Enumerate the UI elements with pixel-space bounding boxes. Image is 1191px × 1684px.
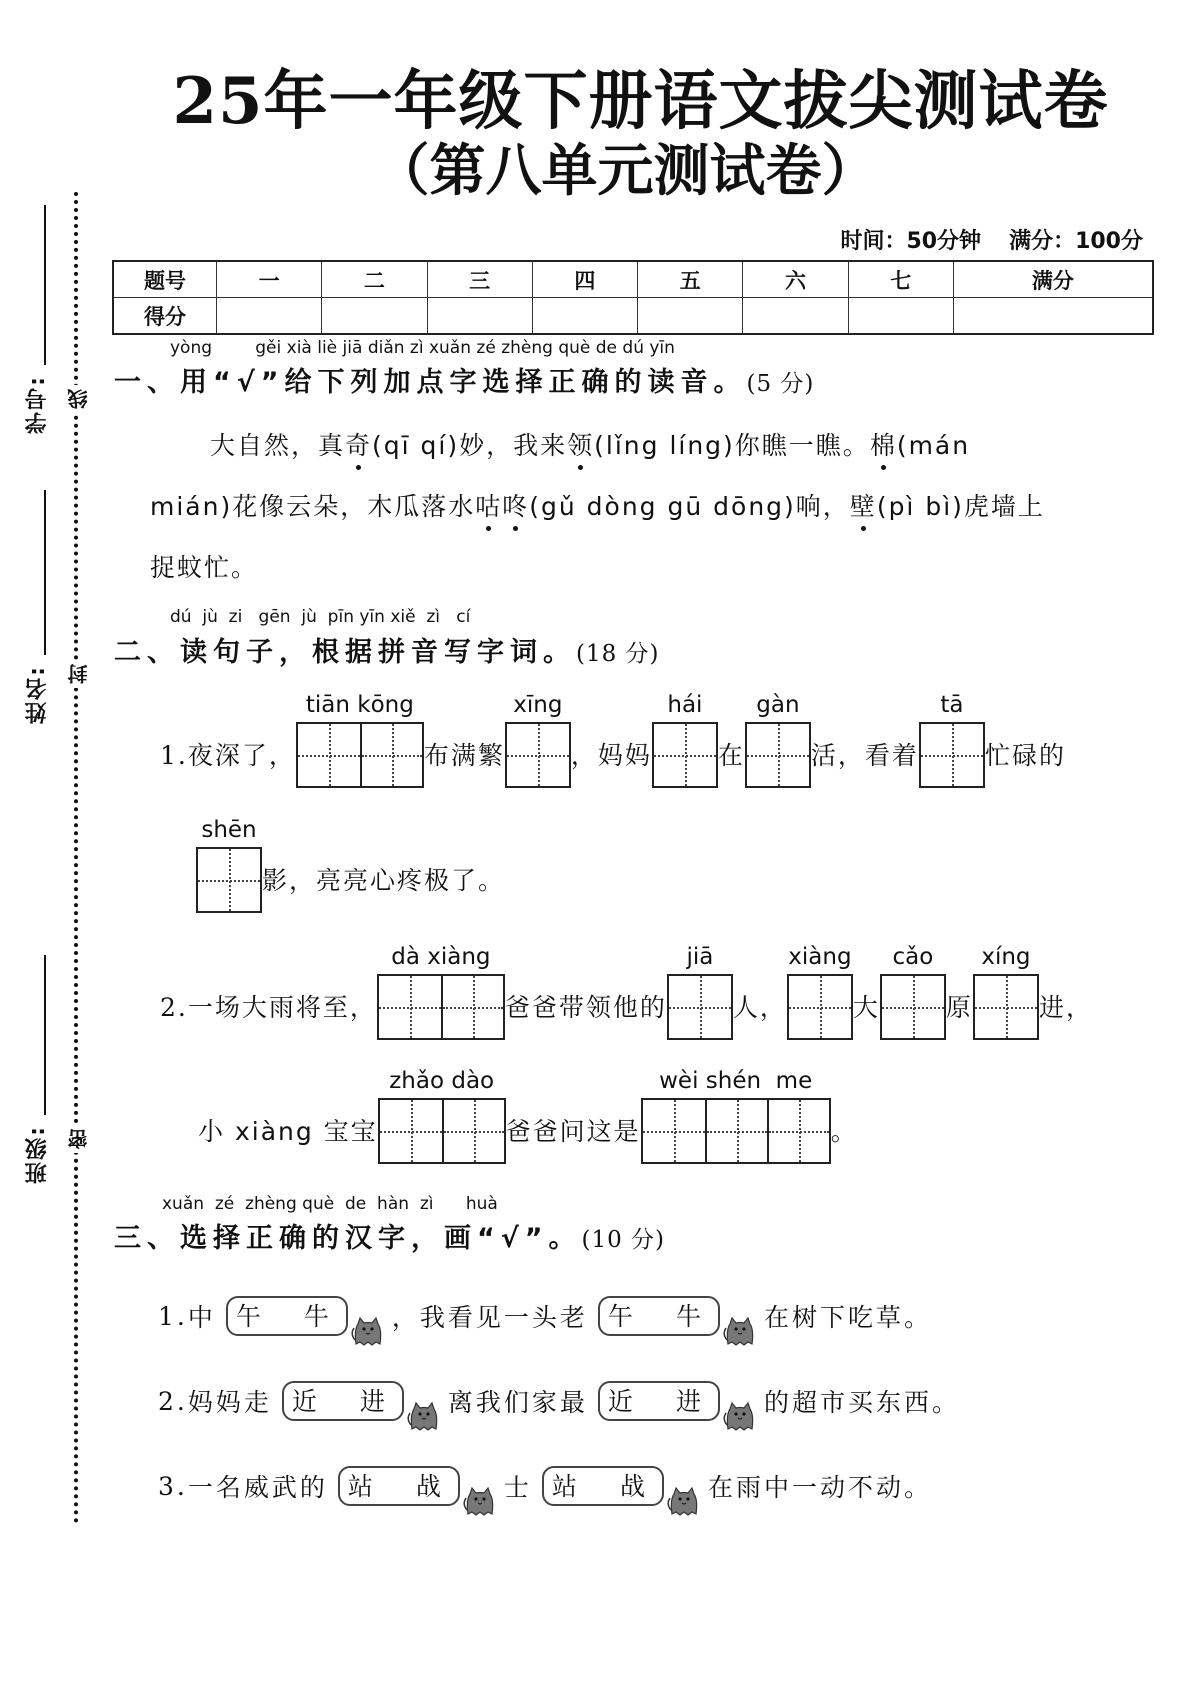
sentence-text: 离我们家最	[447, 1388, 588, 1417]
name-label: 姓名:	[25, 665, 50, 724]
choice-option[interactable]: 站	[347, 1472, 376, 1501]
box-pinyin: gàn	[756, 692, 800, 718]
tianzige-cell[interactable]	[380, 1100, 442, 1162]
pinyin-writing-box-group	[378, 1066, 506, 1164]
score-cell: 六	[743, 261, 848, 298]
box-pinyin: dà xiàng	[391, 944, 491, 970]
tianzige-boxes	[378, 1098, 506, 1164]
text-segment: (qī qí)妙，我来	[372, 431, 568, 460]
seal-char-line: 线	[64, 385, 93, 413]
pinyin-writing-box-group	[196, 815, 262, 913]
tianzige-cell[interactable]	[441, 976, 503, 1038]
tianzige-cell[interactable]	[921, 724, 983, 786]
dotted-char: 领	[567, 431, 595, 460]
sentence-text: 忙碌的	[984, 741, 1066, 770]
tianzige-cell[interactable]	[442, 1100, 504, 1162]
tianzige-cell[interactable]	[198, 849, 260, 911]
section1-line2	[150, 487, 1045, 523]
text-segment: (lǐng líng)你瞧一瞧。	[594, 431, 870, 460]
sentence-text: 夜深了，	[187, 741, 296, 770]
score-table	[112, 260, 1154, 335]
text-segment: (gǔ dòng gū dōng)响，	[529, 492, 850, 521]
sentence-text: 一场大雨将至，	[187, 993, 377, 1022]
tianzige-boxes	[787, 974, 853, 1040]
tianzige-cell[interactable]	[298, 724, 360, 786]
score-input-cell[interactable]	[638, 298, 743, 335]
score-cell: 题号	[113, 261, 217, 298]
box-pinyin: zhǎo dào	[389, 1068, 495, 1094]
pinyin-writing-box-group	[652, 690, 718, 788]
tianzige-boxes	[919, 722, 985, 788]
question-number: 3.	[158, 1471, 188, 1501]
choice-option[interactable]: 近	[607, 1387, 636, 1416]
question2-2-line1	[160, 942, 1093, 1040]
pinyin-writing-box-group	[505, 690, 571, 788]
sentence-text: 在	[717, 741, 745, 770]
name-blank[interactable]	[44, 490, 46, 655]
cat-mascot-icon	[722, 1399, 756, 1433]
box-pinyin: xíng	[981, 944, 1031, 970]
box-pinyin: tiān kōng	[305, 692, 414, 718]
pinyin-writing-box-group	[880, 942, 946, 1040]
score-cell: 七	[848, 261, 953, 298]
score-table-score-row	[113, 298, 1153, 335]
student-id-blank[interactable]	[44, 205, 46, 365]
sentence-text: 爸爸带领他的	[504, 993, 667, 1022]
pinyin-writing-box-group	[787, 942, 853, 1040]
score-input-cell[interactable]	[743, 298, 848, 335]
score-input-cell[interactable]	[532, 298, 637, 335]
choice-option[interactable]: 进	[359, 1387, 388, 1416]
score-input-cell[interactable]	[953, 298, 1153, 335]
tianzige-cell[interactable]	[379, 976, 441, 1038]
section3-pinyin: xuǎn zé zhèng què de hàn zì huà	[162, 1194, 498, 1214]
tianzige-cell[interactable]	[507, 724, 569, 786]
text-segment: (pì bì)虎墙上	[876, 492, 1045, 521]
sentence-text: 。	[830, 1117, 858, 1146]
exam-subtitle: （第八单元测试卷）	[373, 138, 878, 204]
score-cell: 五	[638, 261, 743, 298]
choice-option[interactable]: 站	[551, 1472, 580, 1501]
section2-pinyin: dú jù zi gēn jù pīn yīn xiě zì cí	[170, 607, 471, 627]
sentence-text: 大	[852, 993, 880, 1022]
box-pinyin: xīng	[513, 692, 563, 718]
score-input-cell[interactable]	[427, 298, 532, 335]
pinyin-writing-box-group	[919, 690, 985, 788]
text-segment: 大自然，真	[210, 431, 346, 460]
section1-line1	[210, 426, 970, 462]
tianzige-boxes	[505, 722, 571, 788]
exam-title: 25年一年级下册语文拔尖测试卷	[172, 64, 1109, 139]
box-pinyin: hái	[667, 692, 703, 718]
tianzige-cell[interactable]	[975, 976, 1037, 1038]
sentence-text: 活，看着	[810, 741, 919, 770]
sentence-text: 爸爸问这是	[505, 1117, 641, 1146]
sentence-text: 进，	[1038, 993, 1093, 1022]
sentence-text: 士	[503, 1473, 532, 1502]
score-cell: 三	[427, 261, 532, 298]
text-segment: (mán	[896, 431, 971, 460]
score-cell: 满分	[953, 261, 1153, 298]
choice-option[interactable]: 牛	[675, 1302, 704, 1331]
section1-points: (5 分)	[746, 371, 815, 397]
text-segment: mián)花像云朵，木瓜落水	[150, 492, 476, 521]
choice-option[interactable]: 战	[415, 1472, 444, 1501]
sentence-text: 布满繁	[423, 741, 505, 770]
sentence-text: 人，	[732, 993, 787, 1022]
cat-mascot-icon	[722, 1314, 756, 1348]
choice-option[interactable]: 午	[607, 1302, 636, 1331]
choice-bubble	[282, 1381, 404, 1421]
score-cell: 一	[217, 261, 322, 298]
box-pinyin: cǎo	[892, 944, 934, 970]
tianzige-cell[interactable]	[705, 1100, 767, 1162]
question3-3	[158, 1466, 932, 1506]
score-input-cell[interactable]	[848, 298, 953, 335]
sentence-text: 一名威武的	[187, 1473, 328, 1502]
choice-option[interactable]: 进	[675, 1387, 704, 1416]
section2-heading-text: 二、读句子，根据拼音写字词。	[114, 637, 576, 668]
pinyin-writing-box-group	[641, 1066, 831, 1164]
choice-bubble	[338, 1466, 460, 1506]
choice-bubble	[226, 1296, 348, 1336]
dotted-char: 奇	[345, 431, 373, 460]
section2-heading	[114, 630, 660, 669]
sentence-text: ，妈妈	[570, 741, 652, 770]
box-pinyin: wèi shén me	[659, 1068, 813, 1094]
dotted-char: 咚	[502, 492, 530, 521]
score-input-cell[interactable]	[217, 298, 322, 335]
seal-char-seal: 封	[64, 660, 93, 688]
time-limit: 时间：50分钟	[840, 229, 982, 254]
tianzige-boxes	[652, 722, 718, 788]
sentence-text: 小 xiàng 宝宝	[198, 1117, 378, 1146]
tianzige-boxes	[973, 974, 1039, 1040]
sentence-text: 在树下吃草。	[763, 1303, 932, 1332]
seal-char-secret: 密	[64, 1125, 93, 1153]
tianzige-boxes	[667, 974, 733, 1040]
cat-mascot-icon	[406, 1399, 440, 1433]
choice-option[interactable]: 午	[235, 1302, 264, 1331]
section2-points: (18 分)	[576, 641, 660, 667]
sentence-text: 在雨中一动不动。	[707, 1473, 932, 1502]
pinyin-writing-box-group	[973, 942, 1039, 1040]
box-pinyin: shēn	[201, 817, 257, 843]
tianzige-cell[interactable]	[789, 976, 851, 1038]
sentence-text: 中	[187, 1303, 216, 1332]
tianzige-boxes	[745, 722, 811, 788]
question2-1-line1	[160, 690, 1066, 788]
section1-line3: 捉蚊忙。	[150, 553, 259, 582]
score-table-header-row	[113, 261, 1153, 298]
dotted-char: 咕	[475, 492, 503, 521]
box-pinyin: xiàng	[788, 944, 852, 970]
box-pinyin: tā	[940, 692, 964, 718]
tianzige-boxes	[641, 1098, 831, 1164]
pinyin-writing-box-group	[667, 942, 733, 1040]
choice-bubble	[598, 1381, 720, 1421]
cat-mascot-icon	[666, 1484, 700, 1518]
question-number: 1.	[160, 741, 188, 770]
box-pinyin: jiā	[686, 944, 714, 970]
section1-pinyin: yòng gěi xià liè jiā diǎn zì xuǎn zé zhèng què de dú yīn	[170, 338, 675, 358]
tianzige-cell[interactable]	[654, 724, 716, 786]
question2-2-line2	[198, 1066, 858, 1164]
choice-option[interactable]: 战	[619, 1472, 648, 1501]
tianzige-cell[interactable]	[882, 976, 944, 1038]
tianzige-cell[interactable]	[747, 724, 809, 786]
full-score: 满分：100分	[1009, 229, 1143, 254]
dotted-char: 壁	[849, 492, 877, 521]
section3-heading	[114, 1216, 665, 1255]
tianzige-cell[interactable]	[669, 976, 731, 1038]
choice-option[interactable]: 牛	[303, 1302, 332, 1331]
pinyin-writing-box-group	[745, 690, 811, 788]
sentence-text: 原	[945, 993, 973, 1022]
sentence-text: 的超市买东西。	[763, 1388, 960, 1417]
time-and-score-info	[840, 224, 1143, 255]
question-number: 2.	[160, 993, 188, 1022]
tianzige-boxes	[196, 847, 262, 913]
section1-heading	[114, 360, 814, 399]
section3-heading-text: 三、选择正确的汉字，画“√”。	[114, 1223, 582, 1254]
question2-1-line2	[196, 815, 505, 913]
section3-points: (10 分)	[581, 1227, 666, 1253]
choice-bubble	[598, 1296, 720, 1336]
pinyin-writing-box-group	[377, 942, 505, 1040]
question3-1	[158, 1296, 932, 1336]
student-id-label: 学号:	[25, 375, 50, 434]
class-label: 班级:	[25, 1125, 50, 1184]
tianzige-cell[interactable]	[643, 1100, 705, 1162]
sentence-text: ，我看见一头老	[391, 1303, 588, 1332]
tianzige-cell[interactable]	[360, 724, 422, 786]
score-input-cell[interactable]	[322, 298, 427, 335]
question-number: 1.	[158, 1301, 188, 1331]
cat-mascot-icon	[350, 1314, 384, 1348]
class-blank[interactable]	[44, 955, 46, 1115]
question-number: 2.	[158, 1386, 188, 1416]
tianzige-boxes	[880, 974, 946, 1040]
question3-2	[158, 1381, 960, 1421]
tianzige-cell[interactable]	[767, 1100, 829, 1162]
cat-mascot-icon	[462, 1484, 496, 1518]
score-cell: 二	[322, 261, 427, 298]
tianzige-boxes	[296, 722, 424, 788]
tianzige-boxes	[377, 974, 505, 1040]
dotted-char: 棉	[869, 431, 897, 460]
sentence-text: 影，亮亮心疼极了。	[262, 866, 506, 895]
choice-bubble	[542, 1466, 664, 1506]
score-cell: 四	[532, 261, 637, 298]
score-cell: 得分	[113, 298, 217, 335]
sentence-text: 妈妈走	[187, 1388, 272, 1417]
pinyin-writing-box-group	[296, 690, 424, 788]
choice-option[interactable]: 近	[291, 1387, 320, 1416]
section1-heading-text: 一、用“√”给下列加点字选择正确的读音。	[114, 367, 747, 398]
